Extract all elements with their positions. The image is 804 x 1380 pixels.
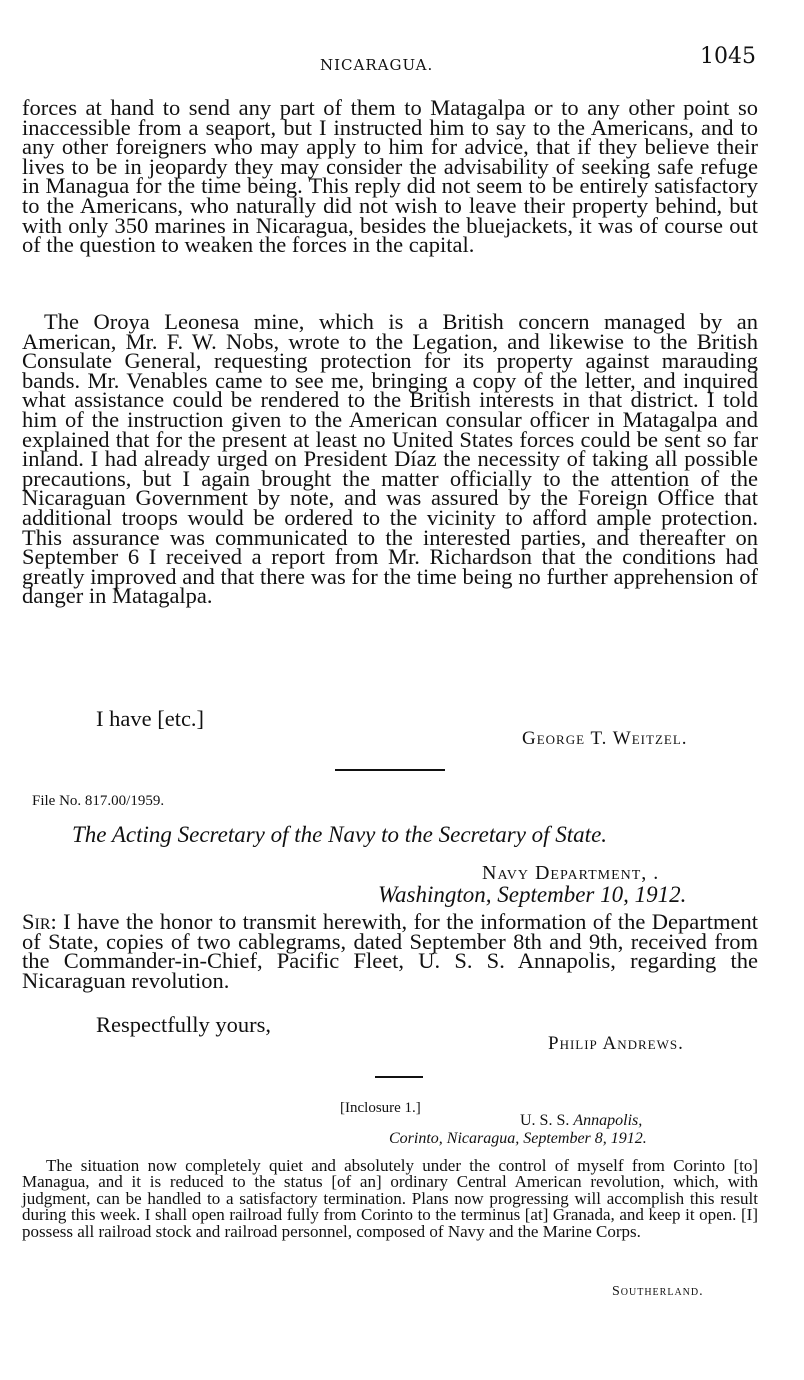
ship-prefix: U. S. S.	[520, 1112, 574, 1129]
letter2-signature: Philip Andrews.	[548, 1033, 684, 1054]
inclosure-label: [Inclosure 1.]	[340, 1100, 421, 1116]
cable-signature: Southerland.	[612, 1284, 704, 1299]
letter2-body	[22, 909, 758, 993]
letter1-signature: George T. Weitzel.	[522, 728, 688, 749]
letter2-closing: Respectfully yours,	[96, 1012, 271, 1037]
dateline-date: Washington, September 10, 1912.	[378, 882, 687, 907]
letter1-closing: I have [etc.]	[96, 706, 205, 731]
ship-heading	[520, 1112, 642, 1130]
letter1-paragraph-1: forces at hand to send any part of them to Matagalpa or to any other point so inaccessible from a seaport, but I instructed him to say to the Americans, and to any other foreigners who may apply to him for advice, that if they believe their lives to be in jeopardy they may consider the advisability of seeking safe refuge in Managua for the time being. This reply did not seem to be entirely satisfactory to the Americans, who naturally did not wish to leave their property behind, but with only 350 marines in Nicaragua, besides the bluejackets, it was of course out of the question to weaken the forces in the capital.	[22, 95, 758, 258]
section-divider-short	[375, 1076, 423, 1078]
salutation: Sir:	[22, 909, 57, 934]
section-divider	[335, 769, 445, 771]
dateline-place: Navy Department, .	[482, 862, 660, 884]
letter2-body-text: I have the honor to transmit herewith, for the information of the Department of State, copies of two cablegrams, dated September 8th and 9th, received from the Commander-in-Chief, Pacific Fleet, U. S. S. Annapolis, regarding the Nicaraguan revolution.	[22, 909, 758, 993]
file-number: File No. 817.00/1959.	[32, 793, 165, 809]
page-number: 1045	[700, 44, 756, 69]
cable-place-date: Corinto, Nicaragua, September 8, 1912.	[389, 1130, 647, 1147]
letter1-paragraph-2: The Oroya Leonesa mine, which is a British concern managed by an American, Mr. F. W. Nobs, wrote to the Legation, and likewise to the British Consulate General, requesting protection for its property against marauding bands. Mr. Venables came to see me, bringing a copy of the letter, and inquired what assistance could be rendered to the British interests in that district. I told him of the instruction given to the American consular officer in Matagalpa and explained that for the present at least no United States forces could be sent so far inland. I had already urged on President Díaz the necessity of taking all possible precautions, but I again brought the matter officially to the attention of the Nicaraguan Government by note, and was assured by the Foreign Office that additional troops would be ordered to the vicinity to afford ample protection. This assurance was communicated to the interested parties, and thereafter on September 6 I received a report from Mr. Richardson that the conditions had greatly improved and that there was for the time being no further apprehension of danger in Matagalpa.	[22, 309, 758, 609]
ship-name: Annapolis,	[573, 1112, 643, 1129]
cable-text: The situation now completely quiet and absolutely under the control of myself from Corinto [to] Managua, and it is reduced to the status [of an] ordinary Central American revolution, which, with judgment, can be handled to a satisfactory termination. Plans now progressing will accomplish this result during this week. I shall open railroad fully from Corinto to the terminus [at] Granada, and keep it open. [I] possess all railroad stock and railroad personnel, composed of Navy and the Marine Corps.	[22, 1156, 758, 1241]
document-title: The Acting Secretary of the Navy to the Secretary of State.	[72, 822, 608, 847]
running-head: NICARAGUA.	[320, 56, 434, 74]
